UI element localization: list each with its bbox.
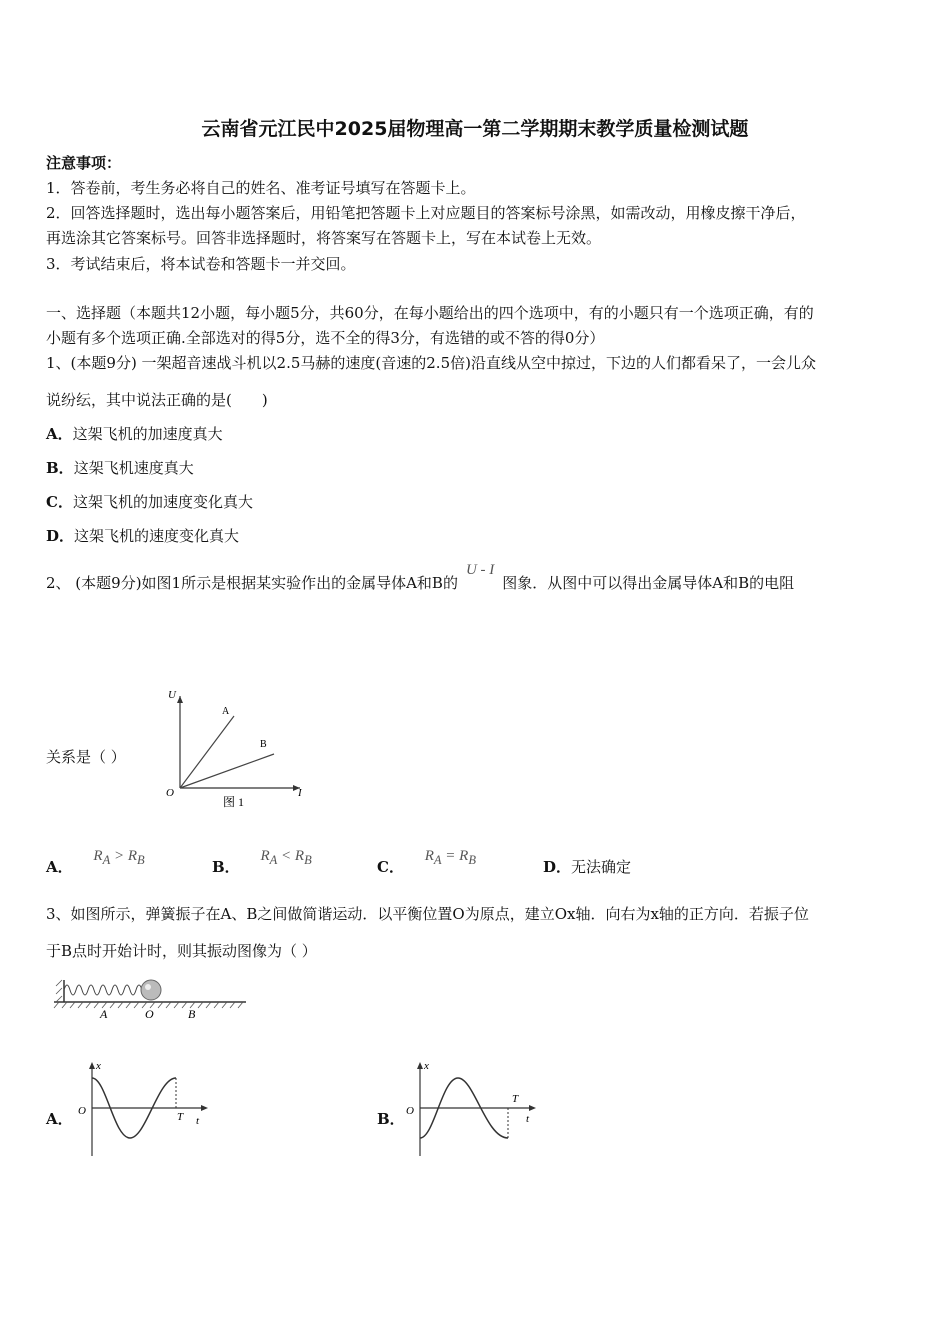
- q1-option-a[interactable]: A．这架飞机的加速度真大: [46, 425, 223, 443]
- ui-graph-figure: [160, 684, 310, 814]
- line-b-label: B: [260, 739, 267, 750]
- origin-label: O: [78, 1105, 86, 1117]
- notice-heading: 注意事项：: [46, 154, 122, 172]
- oscillator-ball: [141, 980, 161, 1000]
- notice-item: 3．考试结束后，将本试卷和答题卡一并交回。: [46, 255, 356, 273]
- origin-label: O: [166, 787, 174, 799]
- point-a-label: A: [100, 1007, 108, 1021]
- figure-caption: 图 1: [223, 795, 245, 809]
- q1-option-b[interactable]: B．这架飞机速度真大: [46, 459, 194, 477]
- page-title: 云南省元江民中2025届物理高一第二学期期末教学质量检测试题: [201, 118, 749, 140]
- q2-option-a[interactable]: A． $R_A > R_B$: [46, 848, 145, 876]
- x-axis-label: t: [526, 1113, 530, 1125]
- question-1-stem: 1、(本题9分) 一架超音速战斗机以2.5马赫的速度(音速的2.5倍)沿直线从空中掠过，下边的人们都看呆了，一会儿众: [46, 354, 816, 372]
- question-1-stem-cont: 说纷纭，其中说法正确的是( ): [46, 391, 268, 409]
- line-a: [180, 716, 234, 788]
- line-a-label: A: [222, 706, 230, 717]
- period-label: T: [512, 1093, 519, 1105]
- origin-label: O: [406, 1105, 414, 1117]
- q2-option-b[interactable]: B． $R_A < R_B$: [212, 848, 312, 876]
- q2-option-d[interactable]: D．无法确定: [543, 858, 632, 876]
- q1-option-c[interactable]: C．这架飞机的加速度变化真大: [46, 493, 253, 511]
- spring-oscillator-figure: [50, 972, 250, 1024]
- q3-option-a-label[interactable]: A．: [46, 1110, 73, 1128]
- notice-item: 2．回答选择题时，选出每小题答案后，用铅笔把答题卡上对应题目的答案标号涂黑，如需改动，用橡皮擦干净后，: [46, 204, 806, 222]
- question-3-stem: 3、如图所示，弹簧振子在A、B之间做简谐运动．以平衡位置O为原点，建立Ox轴．向右为x轴的正方向．若振子位: [46, 905, 809, 923]
- line-b: [180, 754, 274, 788]
- q3-option-b-label[interactable]: B．: [377, 1110, 405, 1128]
- q1-option-d[interactable]: D．这架飞机的速度变化真大: [46, 527, 240, 545]
- point-b-label: B: [188, 1007, 196, 1021]
- q2-option-c[interactable]: C． $R_A = R_B$: [377, 848, 476, 876]
- point-o-label: O: [145, 1007, 154, 1021]
- x-axis-label: t: [196, 1115, 200, 1127]
- y-axis-label: U: [168, 689, 176, 701]
- question-2-stem-cont: 关系是（ ）: [46, 748, 126, 766]
- x-axis-label: I: [298, 787, 302, 799]
- notice-item: 1．答卷前，考生务必将自己的姓名、准考证号填写在答题卡上。: [46, 179, 476, 197]
- section-heading: 一、选择题（本题共12小题，每小题5分，共60分，在每小题给出的四个选项中，有的小题只有一个选项正确，有的: [46, 304, 814, 322]
- y-axis-label: x: [424, 1060, 429, 1072]
- notice-item: 再选涂其它答案标号。回答非选择题时，将答案写在答题卡上，写在本试卷上无效。: [46, 229, 602, 247]
- y-axis-label: x: [96, 1060, 101, 1072]
- q3-option-a-graph[interactable]: [70, 1056, 215, 1160]
- q3-option-b-graph[interactable]: [398, 1056, 543, 1160]
- period-label: T: [177, 1111, 184, 1123]
- section-heading-cont: 小题有多个选项正确.全部选对的得5分，选不全的得3分，有选错的或不答的得0分）: [46, 329, 605, 347]
- question-2-stem: 2、 (本题9分)如图1所示是根据某实验作出的金属导体A和B的U - I图象．从图中可以得出金属导体A和B的电阻: [46, 562, 795, 592]
- question-3-stem-cont: 于B点时开始计时，则其振动图像为（ ）: [46, 942, 317, 960]
